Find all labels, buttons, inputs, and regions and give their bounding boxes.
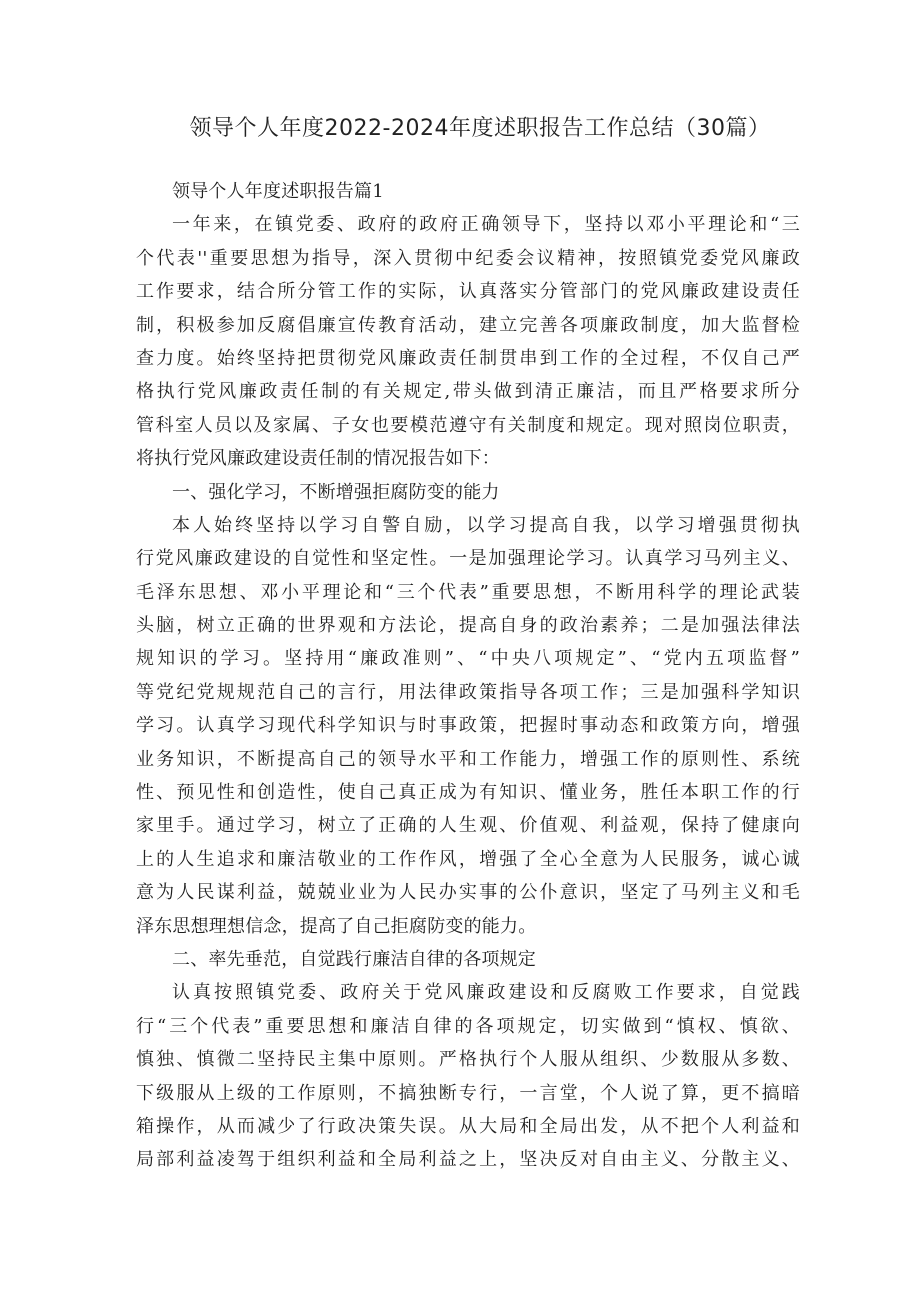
text-line: 格执行党风廉政责任制的有关规定,带头做到清正廉洁，而且严格要求所分 [136,381,800,403]
document-body [136,175,800,1177]
document-title: 领导个人年度2022-2024年度述职报告工作总结（30篇） [189,116,771,141]
text-line: 意为人民谋利益，兢兢业业为人民办实事的公仆意识，坚定了马列主义和毛 [136,882,800,904]
text-line: 局部利益凌驾于组织利益和全局利益之上，坚决反对自由主义、分散主义、 [136,1149,800,1171]
text-line: 上的人生追求和廉洁敬业的工作作风，增强了全心全意为人民服务，诚心诚 [136,848,800,870]
text-line: 领导个人年度述职报告篇1 [172,181,384,202]
text-line: 工作要求，结合所分管工作的实际，认真落实分管部门的党风廉政建设责任 [136,281,800,303]
text-line: 一、强化学习，不断增强拒腐防变的能力 [172,481,500,503]
text-line: 将执行党风廉政建设责任制的情况报告如下： [136,448,500,470]
text-line: 泽东思想理想信念，提高了自己拒腐防变的能力。 [136,915,537,937]
text-line: 行“三个代表”重要思想和廉洁自律的各项规定，切实做到“慎权、慎欲、 [136,1015,801,1037]
text-line: 慎独、慎微二坚持民主集中原则。严格执行个人服从组织、少数服从多数、 [136,1049,800,1071]
text-line: 家里手。通过学习，树立了正确的人生观、价值观、利益观，保持了健康向 [136,815,800,837]
text-line: 认真按照镇党委、政府关于党风廉政建设和反腐败工作要求，自觉践 [172,982,800,1004]
text-line: 学习。认真学习现代科学知识与时事政策，把握时事动态和政策方向，增强 [136,715,800,737]
text-line: 毛泽东思想、邓小平理论和“三个代表”重要思想，不断用科学的理论武装 [136,581,800,603]
text-line: 头脑，树立正确的世界观和方法论，提高自身的政治素养；二是加强法律法 [136,615,800,637]
text-line: 行党风廉政建设的自觉性和坚定性。一是加强理论学习。认真学习马列主义、 [136,548,800,570]
text-line: 二、率先垂范，自觉践行廉洁自律的各项规定 [172,948,536,970]
text-line: 业务知识，不断提高自己的领导水平和工作能力，增强工作的原则性、系统 [136,748,800,770]
text-line: 本人始终坚持以学习自警自励，以学习提高自我，以学习增强贯彻执 [172,514,800,536]
text-line: 个代表''重要思想为指导，深入贯彻中纪委会议精神，按照镇党委党风廉政 [136,247,800,269]
text-line: 规知识的学习。坚持用“廉政准则”、“中央八项规定”、“党内五项监督” [136,648,800,670]
text-line: 查力度。始终坚持把贯彻党风廉政责任制贯串到工作的全过程，不仅自己严 [136,347,800,369]
text-line: 等党纪党规规范自己的言行，用法律政策指导各项工作；三是加强科学知识 [136,681,800,703]
text-line: 制，积极参加反腐倡廉宣传教育活动，建立完善各项廉政制度，加大监督检 [136,314,800,336]
text-line: 管科室人员以及家属、子女也要模范遵守有关制度和规定。现对照岗位职责， [136,414,800,436]
text-line: 下级服从上级的工作原则，不搞独断专行，一言堂，个人说了算，更不搞暗 [136,1082,800,1104]
text-line: 箱操作，从而减少了行政决策失误。从大局和全局出发，从不把个人利益和 [136,1115,800,1137]
text-line: 性、预见性和创造性，使自己真正成为有知识、懂业务，胜任本职工作的行 [136,782,800,804]
text-line: 一年来，在镇党委、政府的政府正确领导下，坚持以邓小平理论和“三 [172,214,800,236]
